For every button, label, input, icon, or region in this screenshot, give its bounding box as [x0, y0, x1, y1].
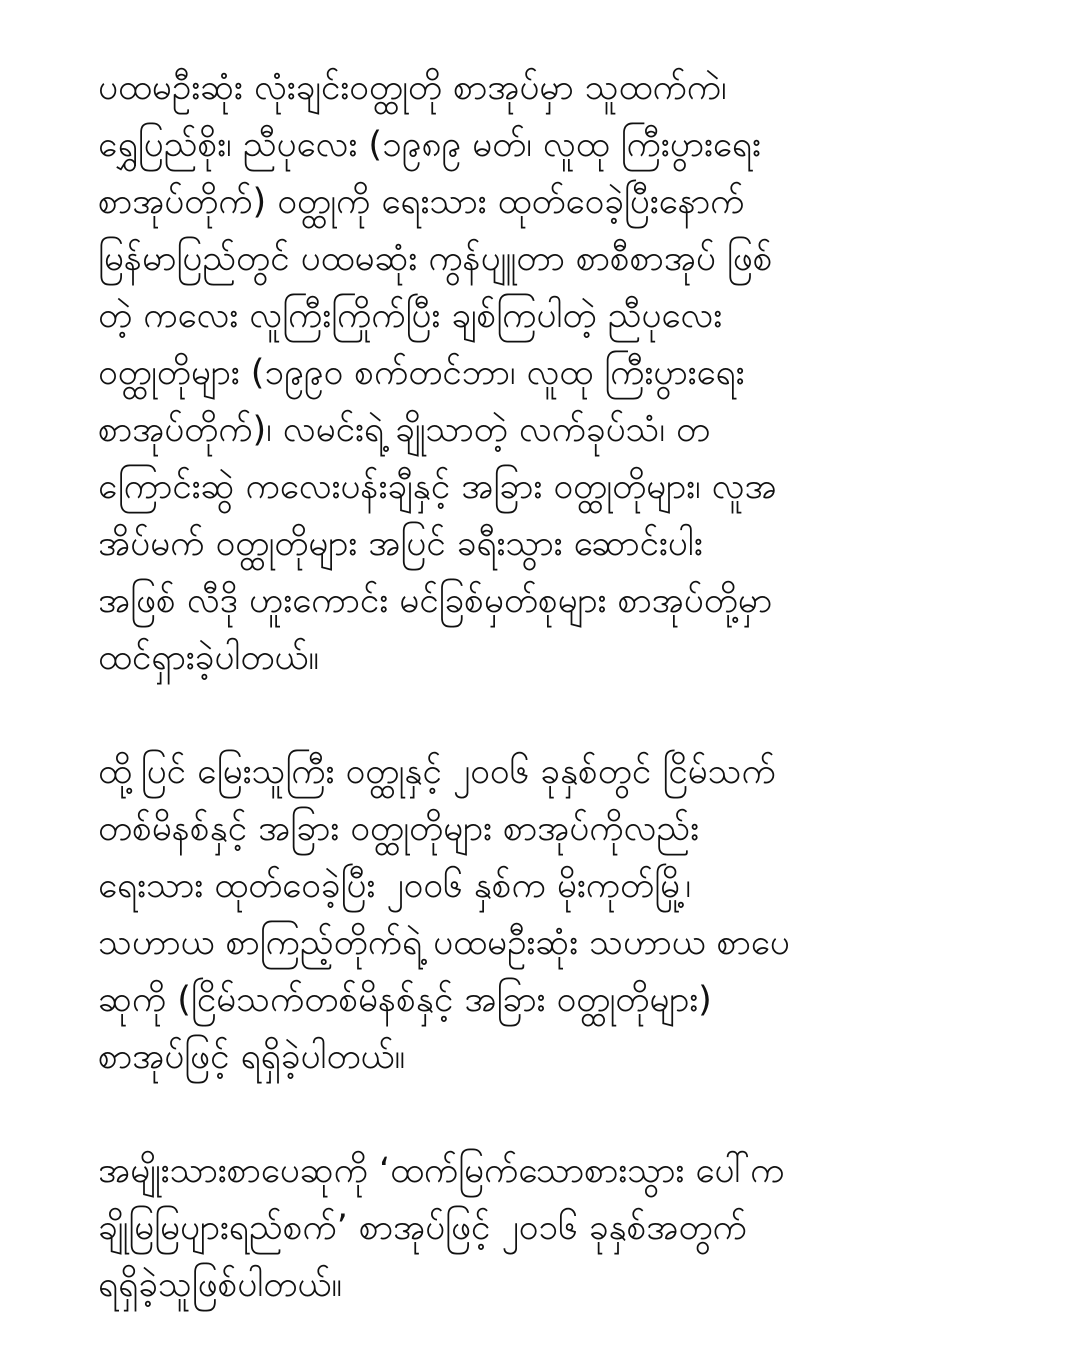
text-line: ချိုမြမြပျားရည်စက်’ စာအုပ်ဖြင့် ၂၀၁၆ ခုနှစ်အတွက် — [98, 1208, 747, 1248]
text-line: ရွှေပြည်စိုး၊ ညီပုလေး (၁၉၈၉ မတ်၊ လူထု ကြီးပွားရေး — [98, 125, 761, 165]
text-line: ထင်ရှားခဲ့ပါတယ်။ — [98, 638, 319, 678]
paragraph-2 — [98, 744, 998, 1086]
text-line: တစ်မိနစ်နှင့် အခြား ဝတ္ထုတိုများ စာအုပ်ကိုလည်း — [98, 809, 699, 849]
text-line: တဲ့ ကလေး လူကြီးကြိုက်ပြီး ချစ်ကြပါတဲ့ ညီပုလေး — [98, 296, 723, 336]
text-line: သဟာယ စာကြည့်တိုက်ရဲ့ ပထမဦးဆုံး သဟာယ စာပေ — [98, 923, 790, 963]
text-line: အိပ်မက် ဝတ္ထုတိုများ အပြင် ခရီးသွား ဆောင်းပါး — [98, 524, 703, 564]
paragraph-1 — [98, 60, 998, 687]
text-line: စာအုပ်ဖြင့် ရရှိခဲ့ပါတယ်။ — [98, 1037, 406, 1077]
text-line: စာအုပ်တိုက်) ဝတ္ထုကို ရေးသား ထုတ်ဝေခဲ့ပြီးနောက် — [98, 182, 745, 222]
text-line: ထို့ပြင် မြေးသူကြီး ဝတ္ထုနှင့် ၂၀၀၆ ခုနှစ်တွင် ငြိမ်သက် — [98, 752, 776, 792]
text-line: ရရှိခဲ့သူဖြစ်ပါတယ်။ — [98, 1265, 342, 1305]
paragraph-spacer — [98, 687, 998, 744]
text-line: မြန်မာပြည်တွင် ပထမဆုံး ကွန်ပျူတာ စာစီစာအုပ် ဖြစ် — [98, 239, 773, 279]
text-line: အမျိုးသားစာပေဆုကို ‘ထက်မြက်သောစားသွား ပေါ်က — [98, 1151, 785, 1191]
text-line: ဆုကို (ငြိမ်သက်တစ်မိနစ်နှင့် အခြား ဝတ္ထုတိုများ) — [98, 980, 712, 1020]
paragraph-spacer — [98, 1086, 998, 1143]
paragraph-3 — [98, 1143, 998, 1314]
text-line: စာအုပ်တိုက်)၊ လမင်းရဲ့ ချိုသာတဲ့ လက်ခုပ်သံ၊ တ — [98, 410, 711, 450]
text-line: ကြောင်းဆွဲ ကလေးပန်းချီနှင့် အခြား ဝတ္ထုတိုများ၊ လူအ — [98, 467, 777, 507]
text-line: အဖြစ် လီဒို ဟူးကောင်း မင်ခြစ်မှတ်စုများ စာအုပ်တို့မှာ — [98, 581, 773, 621]
text-line: ရေးသား ထုတ်ဝေခဲ့ပြီး ၂၀၀၆ နှစ်က မိုးကုတ်မြို့၊ — [98, 866, 691, 906]
document-page — [98, 60, 998, 1314]
text-line: ပထမဦးဆုံး လုံးချင်းဝတ္ထုတို စာအုပ်မှာ သူထက်ကဲ၊ — [98, 68, 727, 108]
text-line: ဝတ္ထုတိုများ (၁၉၉၀ စက်တင်ဘာ၊ လူထု ကြီးပွားရေး — [98, 353, 745, 393]
